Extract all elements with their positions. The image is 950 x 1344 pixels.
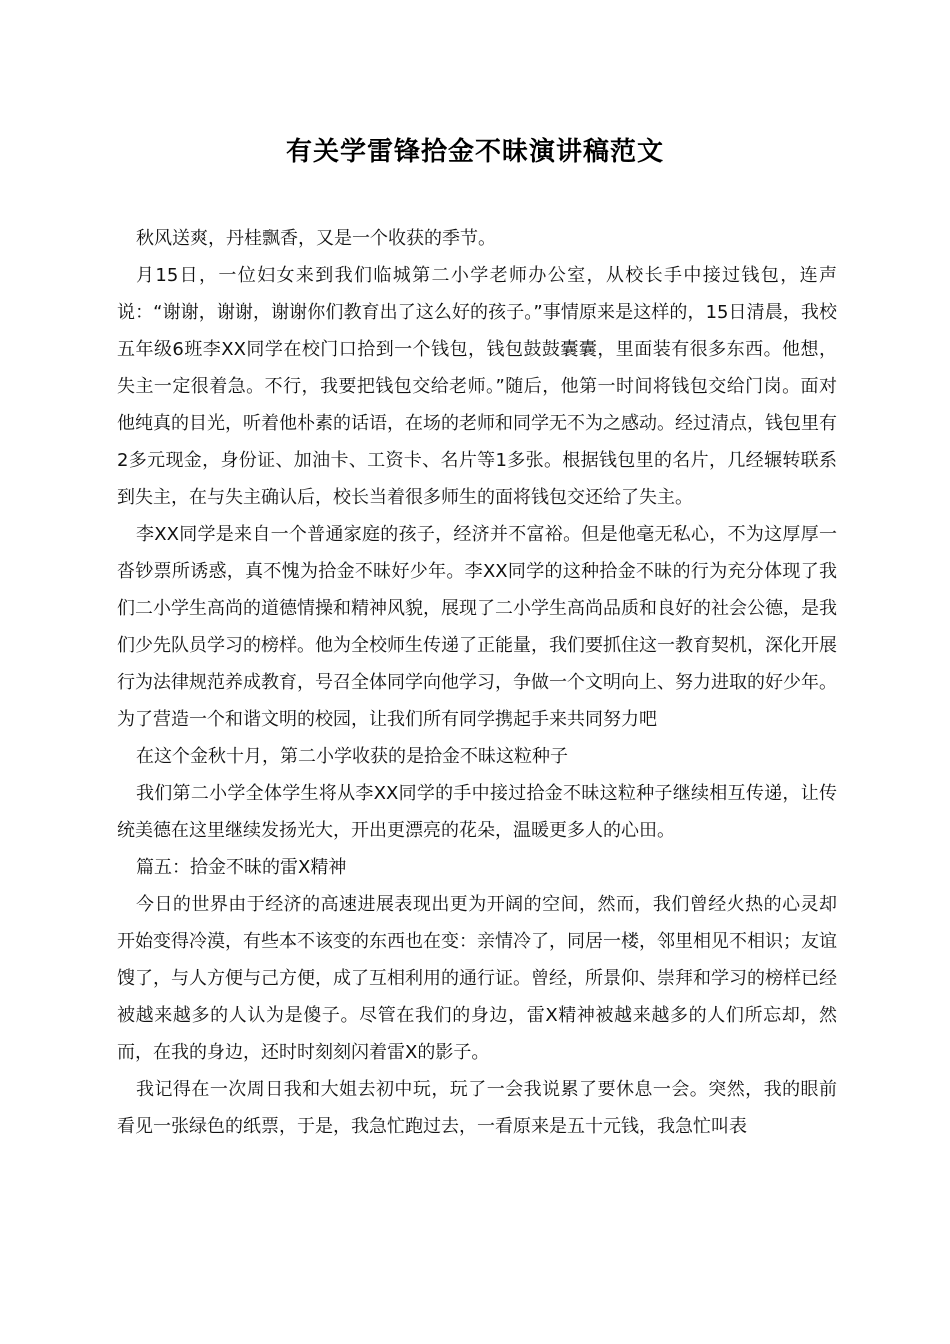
paragraph: 在这个金秋十月，第二小学收获的是拾金不昧这粒种子	[136, 746, 568, 767]
paragraph: 我们第二小学全体学生将从李XX同学的手中接过拾金不昧这粒种子继续相互传递，让传统美德在这里继续发扬光大，开出更漂亮的花朵，温暖更多人的心田。	[117, 783, 837, 841]
document-body	[117, 220, 837, 1145]
document-title: 有关学雷锋拾金不昧演讲稿范文	[285, 137, 664, 167]
paragraph: 月15日，一位妇女来到我们临城第二小学老师办公室，从校长手中接过钱包，连声说：“谢谢，谢谢，谢谢你们教育出了这么好的孩子。”事情原来是这样的，15日清晨，我校五年级6班李XX同学在校门口拾到一个钱包，钱包鼓鼓囊囊，里面装有很多东西。他想，失主一定很着急。不行，我要把钱包交给老师。”随后，他第一时间将钱包交给门岗。面对他纯真的目光，听着他朴素的话语，在场的老师和同学无不为之感动。经过清点，钱包里有2多元现金，身份证、加油卡、工资卡、名片等1多张。根据钱包里的名片，几经辗转联系到失主，在与失主确认后，校长当着很多师生的面将钱包交还给了失主。	[117, 265, 837, 508]
section-heading: 篇五：拾金不昧的雷X精神	[136, 857, 347, 878]
paragraph: 今日的世界由于经济的高速进展表现出更为开阔的空间，然而，我们曾经火热的心灵却开始变得冷漠，有些本不该变的东西也在变：亲情冷了，同居一楼，邻里相见不相识；友谊馊了，与人方便与己方便，成了互相利用的通行证。曾经，所景仰、崇拜和学习的榜样已经被越来越多的人认为是傻子。尽管在我们的身边，雷X精神被越来越多的人们所忘却，然而，在我的身边，还时时刻刻闪着雷X的影子。	[117, 894, 837, 1063]
paragraph: 秋风送爽，丹桂飘香，又是一个收获的季节。	[136, 228, 496, 249]
paragraph: 李XX同学是来自一个普通家庭的孩子，经济并不富裕。但是他毫无私心，不为这厚厚一沓钞票所诱惑，真不愧为拾金不昧好少年。李XX同学的这种拾金不昧的行为充分体现了我们二小学生高尚的道德情操和精神风貌，展现了二小学生高尚品质和良好的社会公德，是我们少先队员学习的榜样。他为全校师生传递了正能量，我们要抓住这一教育契机，深化开展行为法律规范养成教育，号召全体同学向他学习，争做一个文明向上、努力进取的好少年。为了营造一个和谐文明的校园，让我们所有同学携起手来共同努力吧	[117, 524, 837, 730]
paragraph: 我记得在一次周日我和大姐去初中玩，玩了一会我说累了要休息一会。突然，我的眼前看见一张绿色的纸票，于是，我急忙跑过去，一看原来是五十元钱，我急忙叫表	[117, 1079, 837, 1137]
